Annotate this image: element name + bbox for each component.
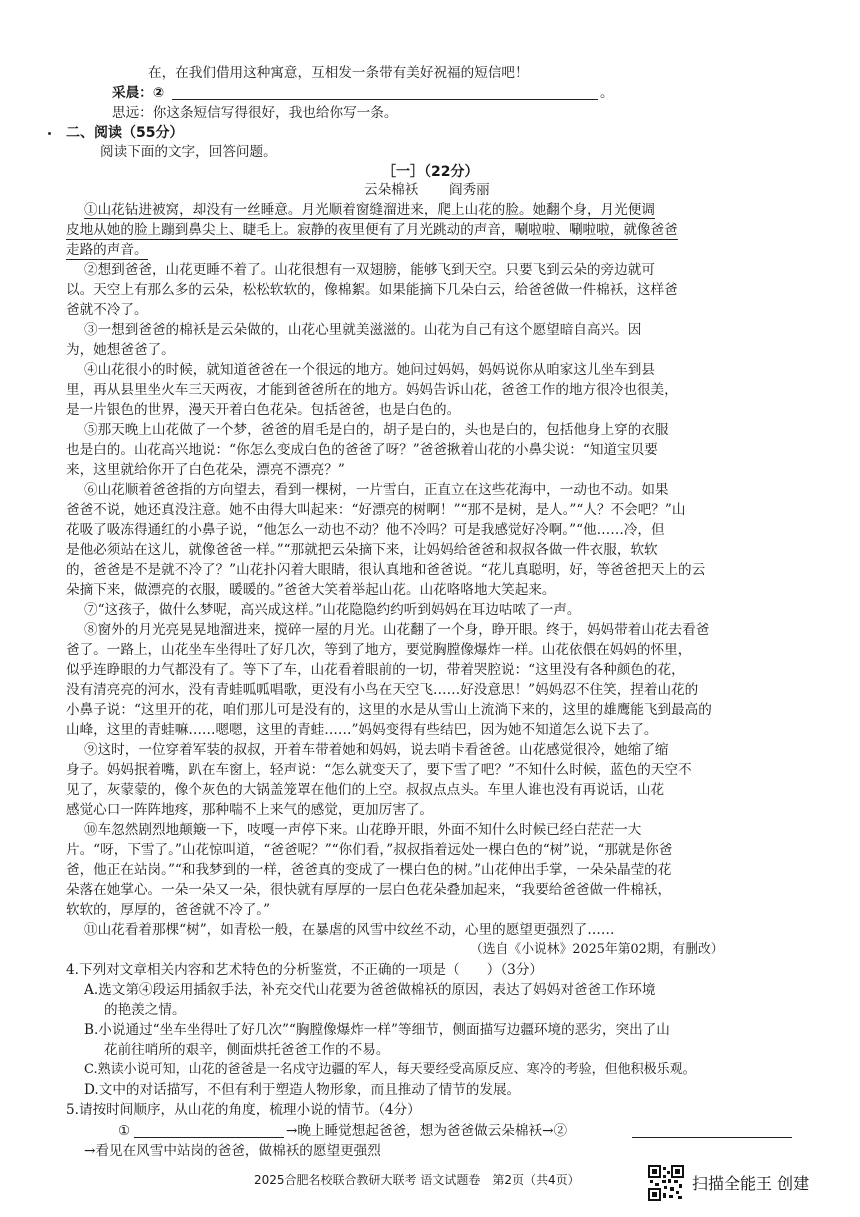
answer-blank-2[interactable]	[172, 99, 598, 100]
top-line: 在，在我们借用这种寓意，互相发一条带有美好祝福的短信吧！	[148, 65, 529, 81]
para10-line1: ⑩车忽然剧烈地颠簸一下，吱嘎一声停下来。山花睁开眼，外面不知什么时候已经白茫茫一大	[84, 822, 642, 838]
para8-line5: 小鼻子说：“这里开的花，咱们那儿可是没有的，这里的水是从雪山上流淌下来的，这里的雄鹰能飞到最高的	[66, 702, 712, 718]
caichen-end: 。	[600, 85, 614, 101]
para6-line2: 爸爸不说，她还真没注意。她不由得大叫起来：“好漂亮的树啊！”“那不是树，是人。”“人？不会吧？”山	[66, 502, 686, 518]
para8-line4: 没有清亮亮的河水，没有青蛙呱呱唱歌，更没有小鸟在天空飞……好没意思！”妈妈忍不住笑，捏着山花的	[66, 682, 699, 698]
instruction: 阅读下面的文字，回答问题。	[100, 144, 277, 160]
scanner-watermark: 扫描全能王 创建	[692, 1174, 810, 1193]
sixian-line: 思远：你这条短信写得很好，我也给你写一条。	[112, 105, 398, 121]
scan-dot	[48, 132, 51, 135]
underlined-text: ①山花钻进被窝，却没有一丝睡意。月光顺着窗缝溜进来，爬上山花的脸。她翻个身，月光便调	[84, 202, 655, 218]
para1-line1	[84, 201, 655, 219]
section-heading: 二、阅读（55分）	[66, 125, 184, 141]
q4-option-c: C.熟读小说可知，山花的爸爸是一名戍守边疆的军人，每天要经受高原反应、寒冷的考验，但他积极乐观。	[84, 1062, 696, 1077]
q5-blank1-label: ①	[118, 1123, 131, 1139]
q5-end-text: →看见在风雪中站岗的爸爸，做棉袄的愿望更强烈	[84, 1143, 381, 1159]
source-note: （选自《小说林》2025年第02期，有删改）	[470, 942, 724, 957]
q5-answer-blank-1[interactable]	[134, 1137, 284, 1138]
para7-line1: ⑦“这孩子，做什么梦呢，高兴成这样。”山花隐隐约约听到妈妈在耳边咕哝了一声。	[84, 602, 581, 618]
para6-line3: 花吸了吸冻得通红的小鼻子说，“他怎么一动也不动？他不冷吗？可是我感觉好冷啊。”“他……冷，但	[66, 522, 665, 538]
para3-line1: ③一想到爸爸的棉袄是云朵做的，山花心里就美滋滋的。山花为自己有这个愿望暗自高兴。因	[84, 322, 642, 338]
para6-line4: 是他必须站在这儿，就像爸爸一样。”“那就把云朵摘下来，让妈妈给爸爸和叔叔各做一件衣服，软软	[66, 542, 658, 558]
para9-line4: 感觉心口一阵阵地疼，那种喘不上来气的感觉，更加厉害了。	[66, 802, 434, 818]
q4-stem: 4.下列对文章相关内容和艺术特色的分析鉴赏，不正确的一项是（ ）（3分）	[66, 962, 544, 978]
para4-line1: ④山花很小的时候，就知道爸爸在一个很远的地方。她问过妈妈，妈妈说你从咱家这儿坐车到县	[84, 362, 655, 378]
para10-line2: 片。“呀，下雪了。”山花惊叫道，“爸爸呢？”“你们看，”叔叔指着远处一棵白色的“树”说，“那就是你爸	[66, 842, 673, 858]
para8-line3: 似乎连睁眼的力气都没有了。等下了车，山花看着眼前的一切，带着哭腔说：“这里没有各种颜色的花，	[66, 662, 685, 678]
para6-line1: ⑥山花顺着爸爸指的方向望去，看到一棵树，一片雪白，正直立在这些花海中，一动也不动。如果	[84, 482, 669, 498]
para6-line5: 的，爸爸是不是就不冷了？”山花扑闪着大眼睛，很认真地和爸爸说。“花儿真聪明，好，等爸爸把天上的云	[66, 562, 706, 578]
para2-line1: ②想到爸爸，山花更睡不着了。山花很想有一双翅膀，能够飞到天空。只要飞到云朵的旁边就可	[84, 262, 655, 278]
q4-option-b-line1: B.小说通过“坐车坐得吐了好几次”“胸膛像爆炸一样”等细节，侧面描写边疆环境的恶劣，突出了山	[84, 1022, 670, 1038]
caichen-label: 采晨：②	[112, 85, 165, 101]
para10-line3: 爸，他正在站岗。”“和我梦到的一样，爸爸真的变成了一棵白色的树。”山花伸出手掌，一朵朵晶莹的花	[66, 862, 672, 878]
para2-line3: 爸就不冷了。	[66, 302, 148, 318]
para2-line2: 以。天空上有那么多的云朵，松松软软的，像棉絮。如果能摘下几朵白云，给爸爸做一件棉袄，这样爸	[66, 282, 678, 298]
para4-line2: 里，再从县里坐火车三天两夜，才能到爸爸所在的地方。妈妈告诉山花，爸爸工作的地方很冷也很美，	[66, 382, 678, 398]
para5-line2: 也是白的。山花高兴地说：“你怎么变成白色的爸爸了呀？”爸爸揪着山花的小鼻尖说：“知道宝贝要	[66, 442, 658, 458]
q5-answer-blank-2[interactable]	[632, 1137, 792, 1138]
para1-line3: 走路的声音。	[66, 242, 148, 258]
para9-line2: 身子。妈妈抿着嘴，趴在车窗上，轻声说：“怎么就变天了，要下雪了吧？”不知什么时候，蓝色的天空不	[66, 762, 692, 778]
author-name: 阎秀丽	[449, 182, 490, 198]
q4-option-b-line2: 花前往哨所的艰辛，侧面烘托爸爸工作的不易。	[104, 1042, 390, 1058]
para5-line1: ⑤那天晚上山花做了一个梦，爸爸的眉毛是白的，胡子是白的，头也是白的，包括他身上穿的衣服	[84, 422, 669, 438]
para3-line2: 为，她想爸爸了。	[66, 342, 175, 358]
q4-option-a-line1: A.选文第④段运用插叙手法，补充交代山花要为爸爸做棉袄的原因，表达了妈妈对爸爸工作环境	[84, 982, 656, 998]
qr-code-icon	[648, 1165, 684, 1201]
part-title: ［一］（22分）	[382, 164, 479, 180]
q5-middle-text: →晚上睡觉想起爸爸，想为爸爸做云朵棉袄→②	[286, 1123, 568, 1139]
para8-line2: 爸了。一路上，山花坐车坐得吐了好几次，等到了地方，要觉胸膛像爆炸一样。山花依偎在妈妈的怀里，	[66, 642, 692, 658]
story-title: 云朵棉袄	[364, 182, 419, 198]
q5-stem: 5.请按时间顺序，从山花的角度，梳理小说的情节。（4分）	[66, 1102, 421, 1118]
page-footer: 2025合肥名校联合教研大联考 语文试题卷 第2页（共4页）	[254, 1173, 580, 1187]
para6-line6: 朵摘下来，做漂亮的衣服，暖暖的。”爸爸大笑着举起山花。山花咯咯地大笑起来。	[66, 582, 556, 598]
para1-line2: 皮地从她的脸上蹦到鼻尖上、睫毛上。寂静的夜里便有了月光跳动的声音，唰啦啦、唰啦啦，就像爸爸	[66, 222, 678, 238]
para4-line3: 是一片银色的世界，漫天开着白色花朵。包括爸爸，也是白色的。	[66, 402, 461, 418]
para9-line1: ⑨这时，一位穿着军装的叔叔，开着车带着她和妈妈，说去哨卡看爸爸。山花感觉很冷，她缩了缩	[84, 742, 669, 758]
para9-line3: 见了，灰蒙蒙的，像个灰色的大锅盖笼罩在他们的上空。叔叔点点头。车里人谁也没有再说话，山花	[66, 782, 665, 798]
para11-line1: ⑪山花看着那棵“树”，如青松一般，在暴虐的风雪中纹丝不动，心里的愿望更强烈了……	[84, 922, 615, 938]
q4-option-d: D.文中的对话描写，不但有利于塑造人物形象，而且推动了情节的发展。	[84, 1082, 521, 1098]
para8-line1: ⑧窗外的月光亮晃晃地溜进来，搅碎一屋的月光。山花翻了一个身，睁开眼。终于，妈妈带着山花去看爸	[84, 622, 710, 638]
para5-line3: 来，这里就给你开了白色花朵，漂亮不漂亮？”	[66, 462, 345, 478]
q4-option-a-line2: 的艳羡之情。	[104, 1002, 186, 1018]
para8-line6: 山峰，这里的青蛙嘛……嗯嗯，这里的青蛙……”妈妈变得有些结巴，因为她不知道怎么说下去了。	[66, 722, 658, 738]
para10-line4: 朵落在她掌心。一朵一朵又一朵，很快就有厚厚的一层白色花朵叠加起来，“我要给爸爸做一件棉袄，	[66, 882, 672, 898]
para10-line5: 软软的，厚厚的，爸爸就不冷了。”	[66, 902, 271, 918]
